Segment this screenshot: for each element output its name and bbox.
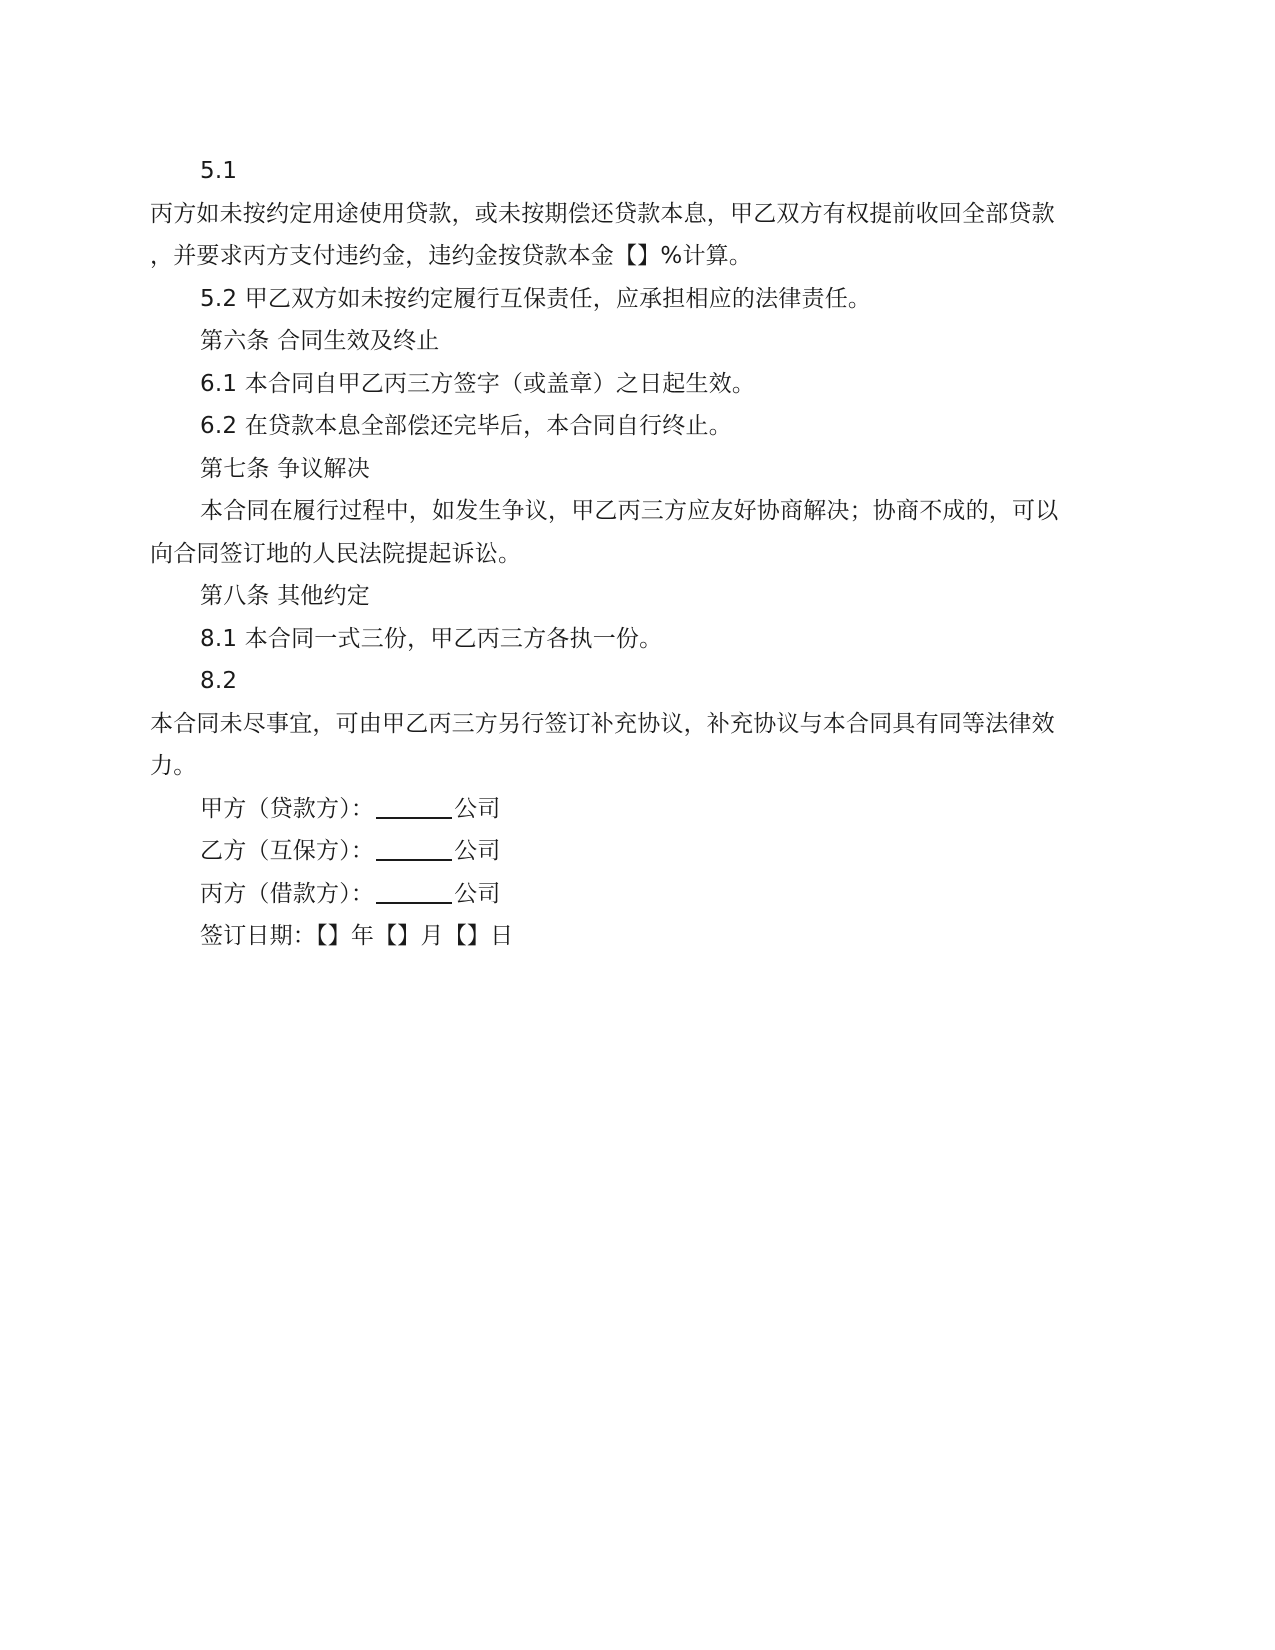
party-c-company-suffix: 公司 <box>454 880 501 907</box>
clause-8-1: 8.1 本合同一式三份，甲乙丙三方各执一份。 <box>200 625 663 652</box>
clause-5-2: 5.2 甲乙双方如未按约定履行互保责任，应承担相应的法律责任。 <box>200 285 872 312</box>
clause-5-1-text-line-1: 丙方如未按约定用途使用贷款，或未按期偿还贷款本息，甲乙双方有权提前收回全部贷款 <box>150 200 1055 227</box>
party-b-name-blank <box>376 837 452 861</box>
article-7-text-line-2: 向合同签订地的人民法院提起诉讼。 <box>150 540 522 567</box>
party-b-company-suffix: 公司 <box>454 838 501 864</box>
party-c-name-blank <box>376 880 452 904</box>
party-b-signature-line <box>150 830 1125 873</box>
party-a-signature-line <box>150 788 1125 831</box>
article-8-heading: 第八条 其他约定 <box>200 583 370 609</box>
article-7-text-line-1: 本合同在履行过程中，如发生争议，甲乙丙三方应友好协商解决；协商不成的，可以 <box>200 498 1059 524</box>
clause-8-2-text-line-1: 本合同未尽事宜，可由甲乙丙三方另行签订补充协议，补充协议与本合同具有同等法律效 <box>150 710 1055 737</box>
article-7-heading: 第七条 争议解决 <box>200 455 370 482</box>
party-a-company-suffix: 公司 <box>454 795 501 822</box>
signing-date: 签订日期：【】年【】月【】日 <box>200 923 514 949</box>
document-body <box>150 150 1125 958</box>
party-c-signature-line <box>150 873 1125 916</box>
clause-6-2: 6.2 在贷款本息全部偿还完毕后，本合同自行终止。 <box>200 413 732 439</box>
party-c-label: 丙方（借款方）： <box>200 880 375 907</box>
clause-5-1-text-line-2: ，并要求丙方支付违约金，违约金按贷款本金【】%计算。 <box>150 243 753 269</box>
clause-8-2-number: 8.2 <box>200 668 238 694</box>
clause-6-1: 6.1 本合同自甲乙丙三方签字（或盖章）之日起生效。 <box>200 370 756 397</box>
party-b-label: 乙方（互保方）： <box>200 838 375 864</box>
clause-8-2-text-line-2: 力。 <box>150 753 197 779</box>
party-a-label: 甲方（贷款方）： <box>200 795 375 822</box>
clause-5-1-number: 5.1 <box>200 158 238 184</box>
article-6-heading: 第六条 合同生效及终止 <box>200 328 440 354</box>
party-a-name-blank <box>376 795 452 819</box>
